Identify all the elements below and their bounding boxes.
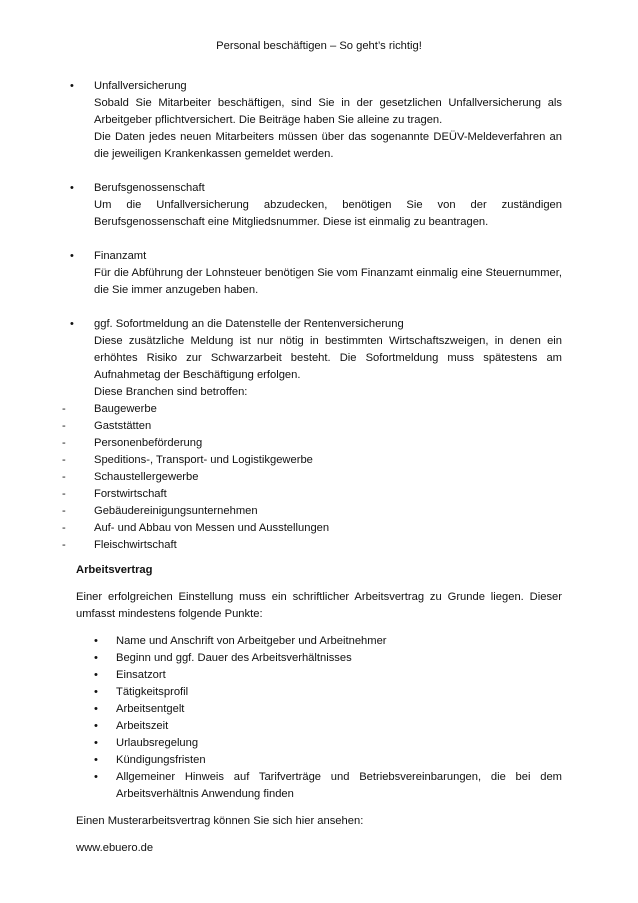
bullet-icon: • [70,182,74,194]
bullet-sofortmeldung [70,316,562,401]
dash-icon: - [62,403,66,415]
section-heading-arbeitsvertrag: Arbeitsvertrag [76,564,153,576]
bullet-icon: • [70,318,74,330]
list-item: • Arbeitsentgelt [76,701,562,718]
dash-icon: - [62,471,66,483]
bullet-text: Sobald Sie Mitarbeiter beschäftigen, sind Sie in der gesetzlichen Unfallversicherung als Arbeitgeber pflichtversichert. Die Beiträge haben Sie alleine zu tragen. [94,97,562,126]
list-item: • Name und Anschrift von Arbeitgeber und Arbeitnehmer [76,633,562,650]
dash-icon: - [62,454,66,466]
website-link[interactable]: www.ebuero.de [76,842,154,854]
bullet-text: Um die Unfallversicherung abzudecken, benötigen Sie von der zuständigen Berufsgenossenschaft eine Mitgliedsnummer. Diese ist einmalig zu beantragen. [94,199,562,228]
bullet-icon: • [94,703,98,715]
list-item: - Forstwirtschaft [76,486,562,503]
bullet-text: Die Daten jedes neuen Mitarbeiters müssen über das sogenannte DEÜV-Meldeverfahren an die jeweiligen Krankenkassen gemeldet werden. [94,131,562,160]
list-item: • Kündigungsfristen [76,752,562,769]
list-item: • Einsatzort [76,667,562,684]
bullet-title: Berufsgenossenschaft [94,182,205,194]
bullet-icon: • [94,652,98,664]
list-item: - Baugewerbe [76,401,562,418]
bullet-icon: • [94,771,98,783]
list-item: • Tätigkeitsprofil [76,684,562,701]
bullet-icon: • [94,754,98,766]
bullet-text: Diese zusätzliche Meldung ist nur nötig in bestimmten Wirtschaftszweigen, in denen ein erhöhtes Risiko zur Schwarzarbeit besteht. Die Sofortmeldung muss spätestens am Aufnahmetag der Beschäftigung erfolgen. [94,335,562,381]
list-item: • Allgemeiner Hinweis auf Tarifverträge und Betriebsvereinbarungen, die bei dem Arbeitsverhältnis Anwendung finden [94,771,562,800]
arbeitsvertrag-intro: Einer erfolgreichen Einstellung muss ein schriftlicher Arbeitsvertrag zu Grunde liegen. Dieser umfasst mindestens folgende Punkte: [76,591,562,620]
bullet-icon: • [94,686,98,698]
list-item: - Schaustellergewerbe [76,469,562,486]
list-item: - Auf- und Abbau von Messen und Ausstellungen [76,520,562,537]
bullet-title: Finanzamt [94,250,147,262]
document-content [62,78,562,867]
bullet-text: Diese Branchen sind betroffen: [94,386,248,398]
list-item: - Speditions-, Transport- und Logistikgewerbe [76,452,562,469]
branches-list [62,401,562,554]
bullet-icon: • [94,669,98,681]
bullet-text: Für die Abführung der Lohnsteuer benötigen Sie vom Finanzamt einmalig eine Steuernummer, die Sie immer anzugeben haben. [94,267,562,296]
dash-icon: - [62,437,66,449]
arbeitsvertrag-points [76,633,562,803]
bullet-icon: • [70,80,74,92]
bullet-icon: • [70,250,74,262]
list-item: - Gebäudereinigungsunternehmen [76,503,562,520]
sample-contract-text: Einen Musterarbeitsvertrag können Sie sich hier ansehen: [76,815,364,827]
bullet-icon: • [94,720,98,732]
bullet-unfallversicherung [70,78,562,163]
list-item: - Gaststätten [76,418,562,435]
list-item: - Personenbeförderung [76,435,562,452]
bullet-icon: • [94,635,98,647]
bullet-berufsgenossenschaft [70,180,562,231]
dash-icon: - [62,505,66,517]
list-item: • Beginn und ggf. Dauer des Arbeitsverhältnisses [76,650,562,667]
bullet-title: ggf. Sofortmeldung an die Datenstelle der Rentenversicherung [94,318,404,330]
dash-icon: - [62,488,66,500]
dash-icon: - [62,420,66,432]
page-header: Personal beschäftigen – So geht’s richtig! [216,40,422,52]
list-item: • Urlaubsregelung [76,735,562,752]
list-item: - Fleischwirtschaft [76,537,562,554]
dash-icon: - [62,539,66,551]
bullet-icon: • [94,737,98,749]
dash-icon: - [62,522,66,534]
list-item: • Arbeitszeit [76,718,562,735]
bullet-title: Unfallversicherung [94,80,187,92]
bullet-finanzamt [70,248,562,299]
